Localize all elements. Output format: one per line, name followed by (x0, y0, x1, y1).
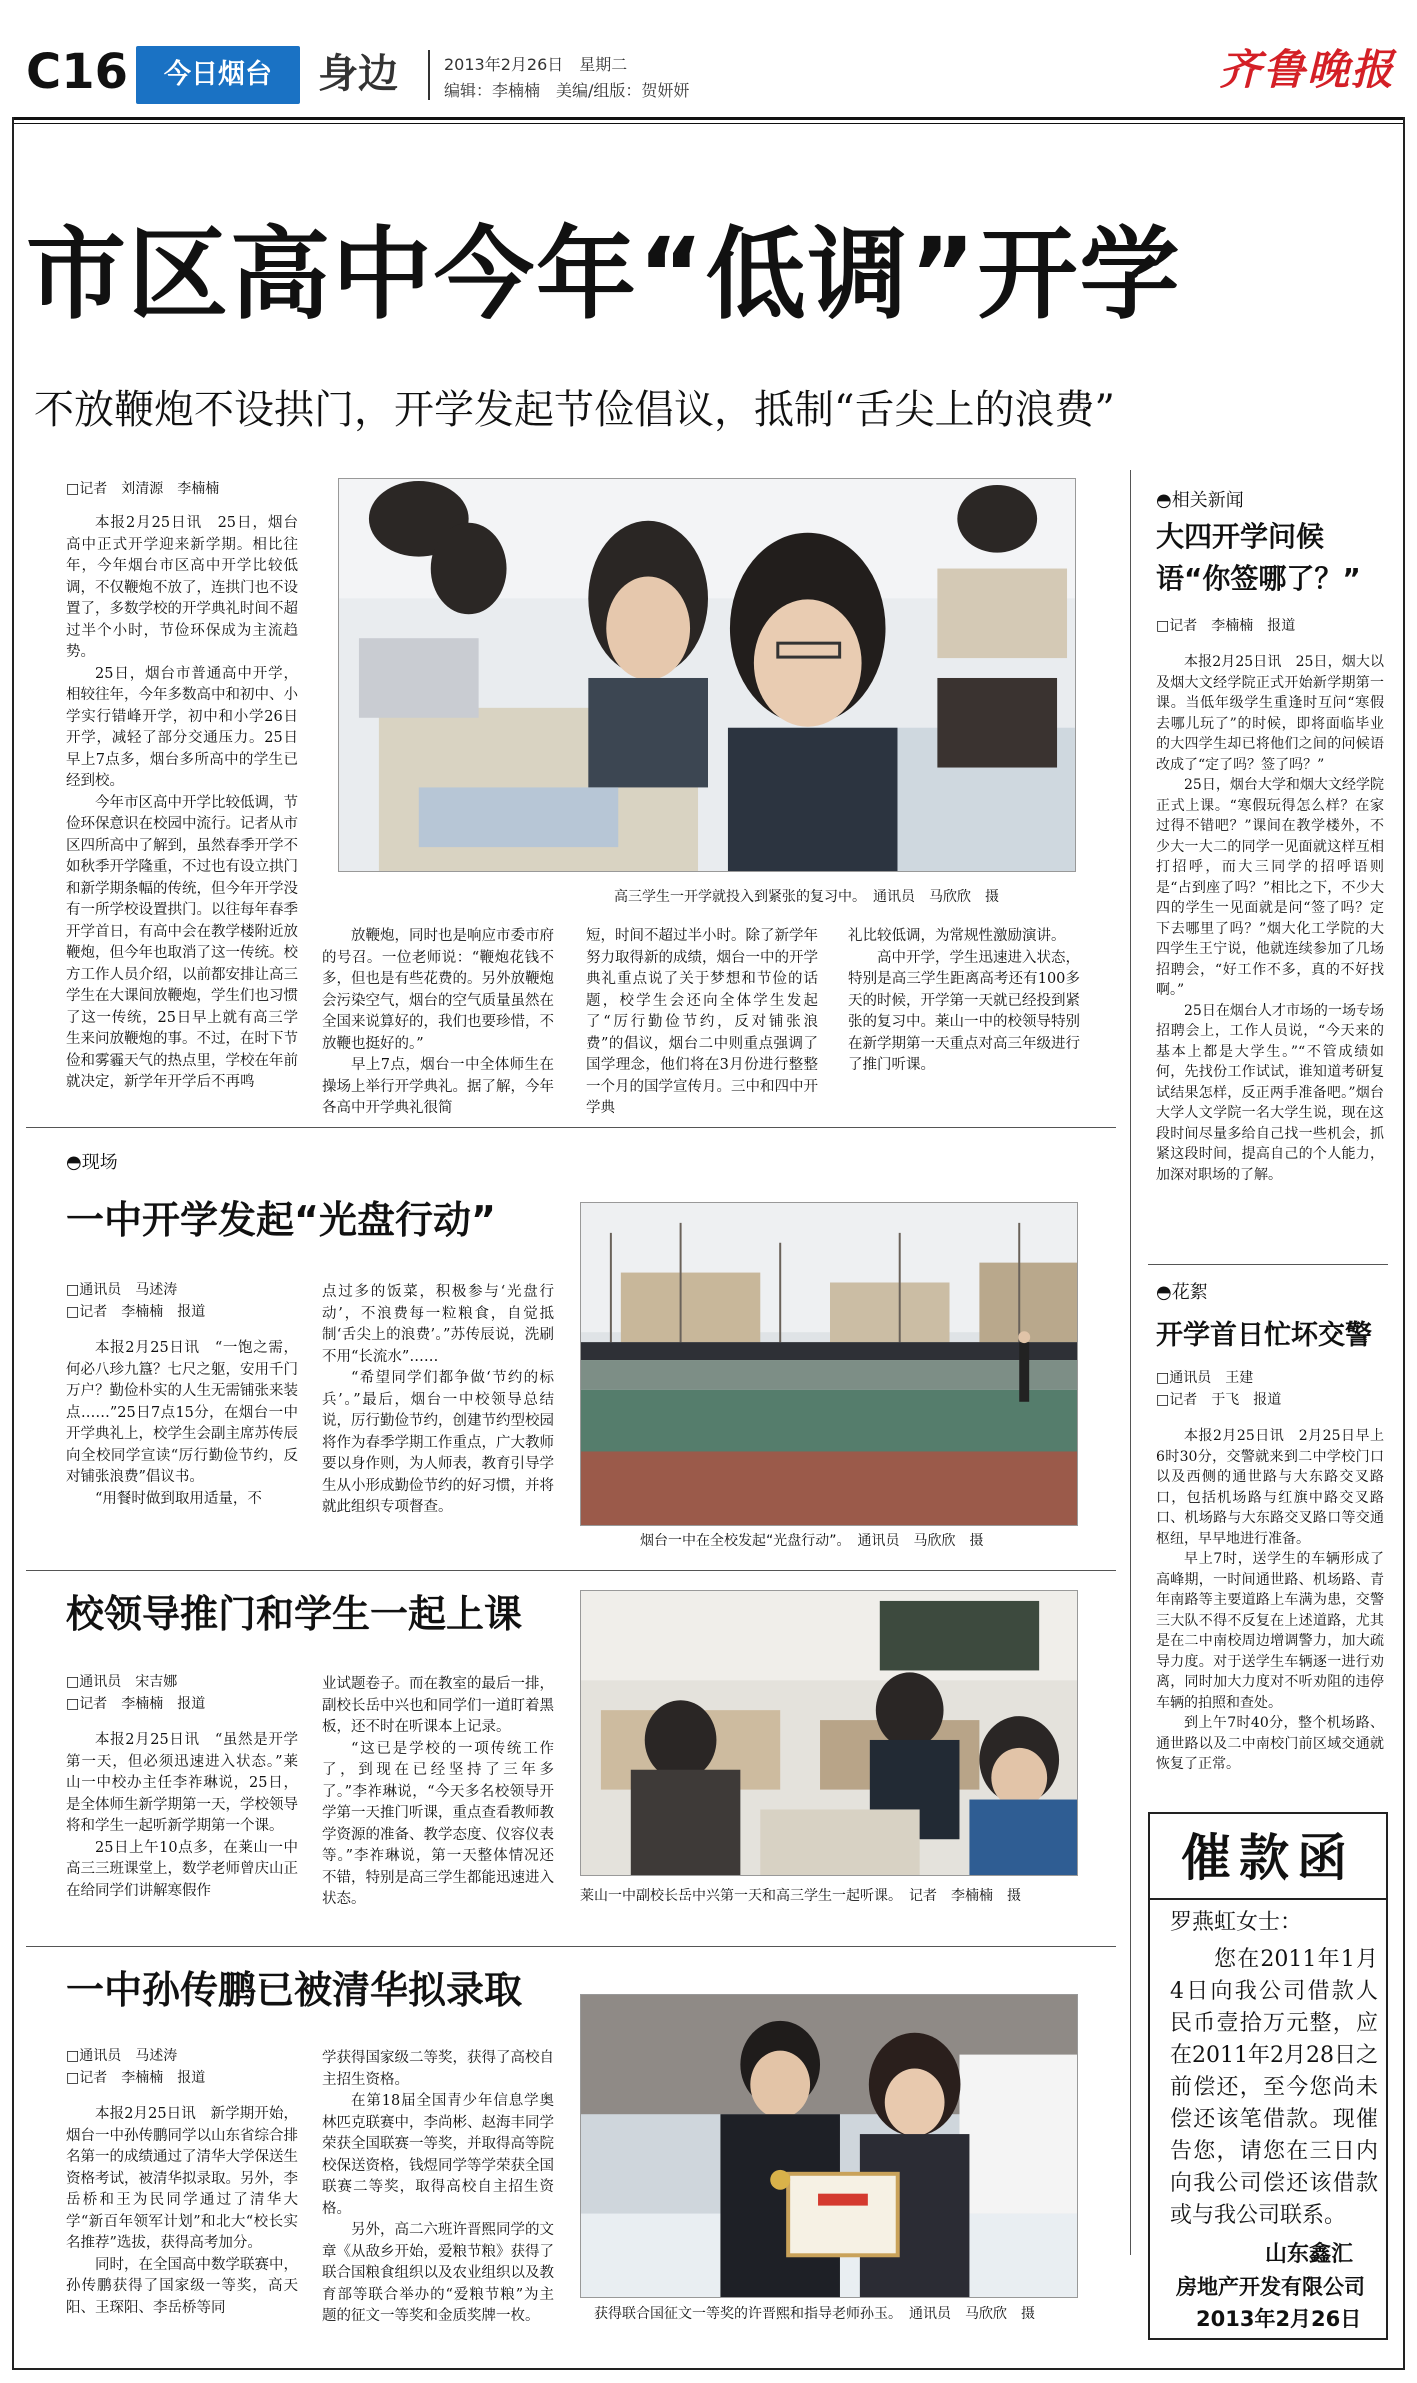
flower-byline-1: □通讯员 王建 (1156, 1370, 1254, 1386)
lead-column-4 (848, 926, 1080, 1104)
paragraph: 在第18届全国青少年信息学奥林匹克联赛中，李尚彬、赵海丰同学荣获全国联赛一等奖，并取得高等院校保送资格，钱煜同学等学荣获全国联赛二等奖，取得高校自主招生资格。 (322, 2093, 554, 2217)
related-news-label: ◓相关新闻 (1156, 490, 1244, 511)
related-news-byline: □记者 李楠楠 报道 (1156, 618, 1296, 634)
story2-photo-caption: 烟台一中在全校发起“光盘行动”。 通讯员 马欣欣 摄 (640, 1533, 984, 1549)
frame-bottom (12, 2368, 1405, 2370)
story3-photo-caption: 莱山一中副校长岳中兴第一天和高三学生一起听课。 记者 李楠楠 摄 (580, 1888, 1021, 1904)
notice-date: 2013年2月26日 (1196, 2307, 1362, 2331)
editor-credits: 编辑：李楠楠 美编/组版：贺妍妍 (444, 81, 690, 100)
section-tab (136, 46, 300, 104)
story4-byline-1: □通讯员 马述涛 (66, 2048, 178, 2064)
paragraph: 早上7点，烟台一中全体师生在操场上举行开学典礼。据了解，今年各高中开学典礼很简 (322, 1057, 554, 1116)
story2-byline-1: □通讯员 马述涛 (66, 1282, 178, 1298)
story4-byline-2: □记者 李楠楠 报道 (66, 2070, 206, 2086)
paragraph: 25日，烟台大学和烟大文经学院正式上课。“寒假玩得怎么样？在家过得不错吧？”课间在教学楼外，不少大一大二的同学一见面就这样互相打招呼，而大三同学的招呼语则是“占到座了吗？”相比之下，不少大四的学生一见面就是问“签了吗？定下去哪里了吗？”烟大化工学院的大四学生王宁说，他就连续参加了几场招聘会，“好工作不多，真的不好找啊。” (1156, 777, 1384, 998)
paragraph: 另外，高二六班许晋熙同学的文章《从敌乡开始，爱粮节粮》获得了联合国粮食组织以及农业组织以及教育部等联合举办的“爱粮节粮”为主题的征文一等奖和金质奖牌一枚。 (322, 2222, 554, 2324)
paragraph: 高中开学，学生迅速进入状态，特别是高三学生距离高考还有100多天的时候，开学第一天就已经投到紧张的复习中。莱山一中的校领导特别在新学期第一天重点对高三年级进行了推门听课。 (848, 949, 1080, 1073)
paragraph: 放鞭炮，同时也是响应市委市府的号召。一位老师说：“鞭炮花钱不多，但也是有些花费的。另外放鞭炮会污染空气，烟台的空气质量虽然在全国来说算好的，我们也要珍惜，不放鞭也挺好的。” (322, 928, 554, 1052)
masthead-rule-thin (12, 123, 1405, 124)
lead-photo-caption: 高三学生一开学就投入到紧张的复习中。 通讯员 马欣欣 摄 (614, 889, 999, 905)
story3-headline: 校领导推门和学生一起上课 (66, 1592, 523, 1636)
lead-headline: 市区高中今年“低调”开学 (26, 216, 1182, 333)
paragraph: 本报2月25日讯 2月25日早上6时30分，交警就来到二中学校门口以及西侧的通世路与大东路交叉路口，包括机场路与红旗中路交叉路口、机场路与大东路交叉路口等交通枢纽，早早地进行准备。 (1156, 1428, 1384, 1547)
header-divider (428, 50, 430, 100)
paragraph: 25日在烟台人才市场的一场专场招聘会上，工作人员说，“今天来的基本上都是大学生。”“不管成绩如何，先找份工作试试，谁知道考研复试结果怎样，反正两手准备吧。”烟台大学人文学院一名大学生说，现在这段时间尽量多给自己找一些机会，抓紧这段时间，提高自己的个人能力，加深对职场的了解。 (1156, 1002, 1384, 1183)
paragraph: 同时，在全国高中数学联赛中，孙传鹏获得了国家级一等奖，高天阳、王琛阳、李岳桥等同 (66, 2256, 298, 2316)
paragraph: 早上7时，送学生的车辆形成了高峰期，一时间通世路、机场路、青年南路等主要道路上车满为患，交警三大队不得不反复在上述道路，尤其是在二中南校周边增调警力，加大疏导力度。对于送学生车辆逐一进行劝离，同时加大力度对不听劝阻的违停车辆的拍照和查处。 (1156, 1551, 1384, 1711)
story2-column-1 (66, 1338, 298, 1552)
newspaper-logo: 齐鲁晚报 (1218, 45, 1395, 94)
related-news-body (1156, 652, 1384, 1246)
section-bullet-icon: ◓ (66, 1152, 82, 1173)
story4-photo (580, 1994, 1078, 2298)
lead-photo (338, 478, 1076, 872)
paragraph: 本报2月25日讯 25日，烟大以及烟大文经学院正式开始新学期第一课。当低年级学生重逢时互问“寒假去哪儿玩了”的时候，即将面临毕业的大四学生却已将他们之间的问候语改成了“定了吗？签了吗？” (1156, 654, 1384, 773)
paragraph: 本报2月25日讯 25日，烟台高中正式开学迎来新学期。相比往年，今年烟台市区高中开学比较低调，不仅鞭炮不放了，连拱门也不设置了，多数学校的开学典礼时间不超过半个小时，节俭环保成为主流趋势。 (66, 515, 298, 660)
page-number: C16 (26, 44, 129, 100)
paragraph: 25日，烟台市普通高中开学，相较往年，今年多数高中和初中、小学实行错峰开学，初中和小学26日开学，减轻了部分交通压力。25日早上7点多，烟台多所高中的学生已经到校。 (66, 665, 298, 789)
related-news-title: 大四开学问候语“你签哪了？” (1156, 520, 1361, 595)
story4-column-1 (66, 2104, 298, 2358)
story2-byline-2: □记者 李楠楠 报道 (66, 1304, 206, 1320)
paragraph: 短，时间不超过半小时。除了新学年努力取得新的成绩，烟台一中的开学典礼重点说了关于梦想和节俭的话题，校学生会还向全体学生发起了“厉行勤俭节约，反对铺张浪费”的倡议，烟台二中则重点强调了国学理念，他们将在3月份进行整整一个月的国学宣传月。三中和四中开学典 (586, 928, 818, 1116)
paragraph: 学获得国家级二等奖，获得了高校自主招生资格。 (322, 2050, 554, 2088)
lead-column-2 (322, 926, 554, 1116)
notice-title-rule (1150, 1898, 1386, 1900)
paragraph: “这已是学校的一项传统工作了，到现在已经坚持了三年多了。”李祚琳说，“今天多名校领导开学第一天推门听课，重点查看教师教学资源的准备、教学态度、仪容仪表等。”李祚琳说，第一天整体情况还不错，特别是高三学生都能迅速进入状态。 (322, 1740, 554, 1907)
story3-byline-2: □记者 李楠楠 报道 (66, 1696, 206, 1712)
lead-subheadline: 不放鞭炮不设拱门，开学发起节俭倡议，抵制“舌尖上的浪费” (34, 387, 1115, 433)
story2-headline: 一中开学发起“光盘行动” (66, 1198, 496, 1242)
story3-byline-1: □通讯员 宋吉娜 (66, 1674, 178, 1690)
flower-title: 开学首日忙坏交警 (1156, 1320, 1372, 1351)
frame-right (1403, 117, 1405, 2370)
section-bullet-icon: ◓ (1156, 490, 1172, 511)
scene-label: ◓现场 (66, 1152, 118, 1173)
notice-company-1: 山东鑫汇 (1264, 2242, 1353, 2267)
lead-bottom-rule (26, 1127, 1116, 1128)
story2-column-2 (322, 1282, 554, 1552)
paragraph: 礼比较低调，为常规性激励演讲。 (848, 928, 1066, 944)
masthead (0, 0, 1417, 115)
lead-byline: □记者 刘清源 李楠楠 (66, 481, 220, 497)
flower-byline-2: □记者 于飞 报道 (1156, 1392, 1282, 1408)
flower-label: ◓花絮 (1156, 1282, 1208, 1303)
lead-column-3 (586, 926, 818, 1116)
story4-column-2 (322, 2048, 554, 2358)
frame-left (12, 117, 14, 2370)
flower-body (1156, 1426, 1384, 1802)
paragraph: 业试题卷子。而在教室的最后一排，副校长岳中兴也和同学们一道盯着黑板，还不时在听课本上记录。 (322, 1676, 554, 1735)
paragraph: 25日上午10点多，在莱山一中高三三班课堂上，数学老师曾庆山正在给同学们讲解寒假作 (66, 1839, 298, 1899)
section-bullet-icon: ◓ (1156, 1282, 1172, 1303)
story3-bottom-rule (26, 1946, 1116, 1947)
notice-title: 催款函 (1181, 1829, 1355, 1887)
paragraph: “用餐时做到取用适量，不 (95, 1490, 262, 1507)
paragraph: 本报2月25日讯 新学期开始，烟台一中孙传鹏同学以山东省综合排名第一的成绩通过了清华大学保送生资格考试，被清华拟录取。另外，李岳桥和王为民同学通过了清华大学“新百年领军计划”和北大“校长实名推荐”选拔，获得高考加分。 (66, 2106, 298, 2251)
story3-column-2 (322, 1674, 554, 1926)
subsection-title: 身边 (318, 51, 398, 97)
lead-column-1 (66, 513, 298, 1103)
story4-headline: 一中孙传鹏已被清华拟录取 (66, 1968, 523, 2012)
masthead-rule (12, 117, 1405, 120)
paragraph: 本报2月25日讯 “虽然是开学第一天，但必须迅速进入状态。”莱山一中校办主任李祚琳说，25日，是全体师生新学期第一天，学校领导将和学生一起听新学期第一个课。 (66, 1732, 298, 1834)
story3-column-1 (66, 1730, 298, 1926)
paragraph: 今年市区高中开学比较低调，节俭环保意识在校园中流行。记者从市区四所高中了解到，虽然春季开学不如秋季开学隆重，不过也有设立拱门和新学期条幅的传统，但今年开学没有一所学校设置拱门。以往每年春季开学首日，有高中会在教学楼附近放鞭炮，但今年也取消了这一传统。校方工作人员介绍，以前都安排让高三学生在大课间放鞭炮，学生们也习惯了这一传统，25日早上就有高三学生来问放鞭炮的事。不过，在时下节俭和雾霾天气的热点里，学校在年前就决定，新学年开学后不再鸣 (66, 794, 298, 1090)
issue-date: 2013年2月26日 星期二 (444, 55, 628, 74)
sidebar-rule (1148, 1264, 1388, 1265)
notice-body: 您在2011年1月4日向我公司借款人民币壹拾万元整，应在2011年2月28日之前偿还，至今您尚未偿还该笔借款。现催告您，请您在三日内向我公司偿还该借款或与我公司联系。 (1170, 1947, 1378, 2228)
paragraph: 本报2月25日讯 “一饱之需，何必八珍九簋？七尺之躯，安用千门万户？勤俭朴实的人生无需铺张来装点……”25日7点15分，在烟台一中开学典礼上，校学生会副主席苏传辰向全校同学宣读“厉行勤俭节约，反对铺张浪费”倡议书。 (66, 1340, 298, 1485)
story2-bottom-rule (26, 1570, 1116, 1571)
notice-company-2: 房地产开发有限公司 (1176, 2275, 1365, 2299)
story2-photo (580, 1202, 1078, 1526)
paragraph: 点过多的饭菜，积极参与‘光盘行动’，不浪费每一粒粮食，自觉抵制‘舌尖上的浪费’。”苏传辰说，洗刷不用“长流水”…… (322, 1284, 554, 1365)
notice-salutation: 罗燕虹女士： (1170, 1910, 1303, 1935)
sidebar-divider (1130, 470, 1131, 2255)
section-tab-label: 今日烟台 (164, 59, 272, 90)
story4-photo-caption: 获得联合国征文一等奖的许晋熙和指导老师孙玉。 通讯员 马欣欣 摄 (594, 2306, 1035, 2322)
paragraph: “希望同学们都争做‘节约的标兵’。”最后，烟台一中校领导总结说，厉行勤俭节约，创建节约型校园将作为春季学期工作重点，广大教师要以身作则，为人师表，教育引导学生从小形成勤俭节约的好习惯，并将就此组织专项督查。 (322, 1370, 554, 1515)
story3-photo (580, 1590, 1078, 1876)
paragraph: 到上午7时40分，整个机场路、通世路以及二中南校门前区域交通就恢复了正常。 (1156, 1715, 1384, 1772)
